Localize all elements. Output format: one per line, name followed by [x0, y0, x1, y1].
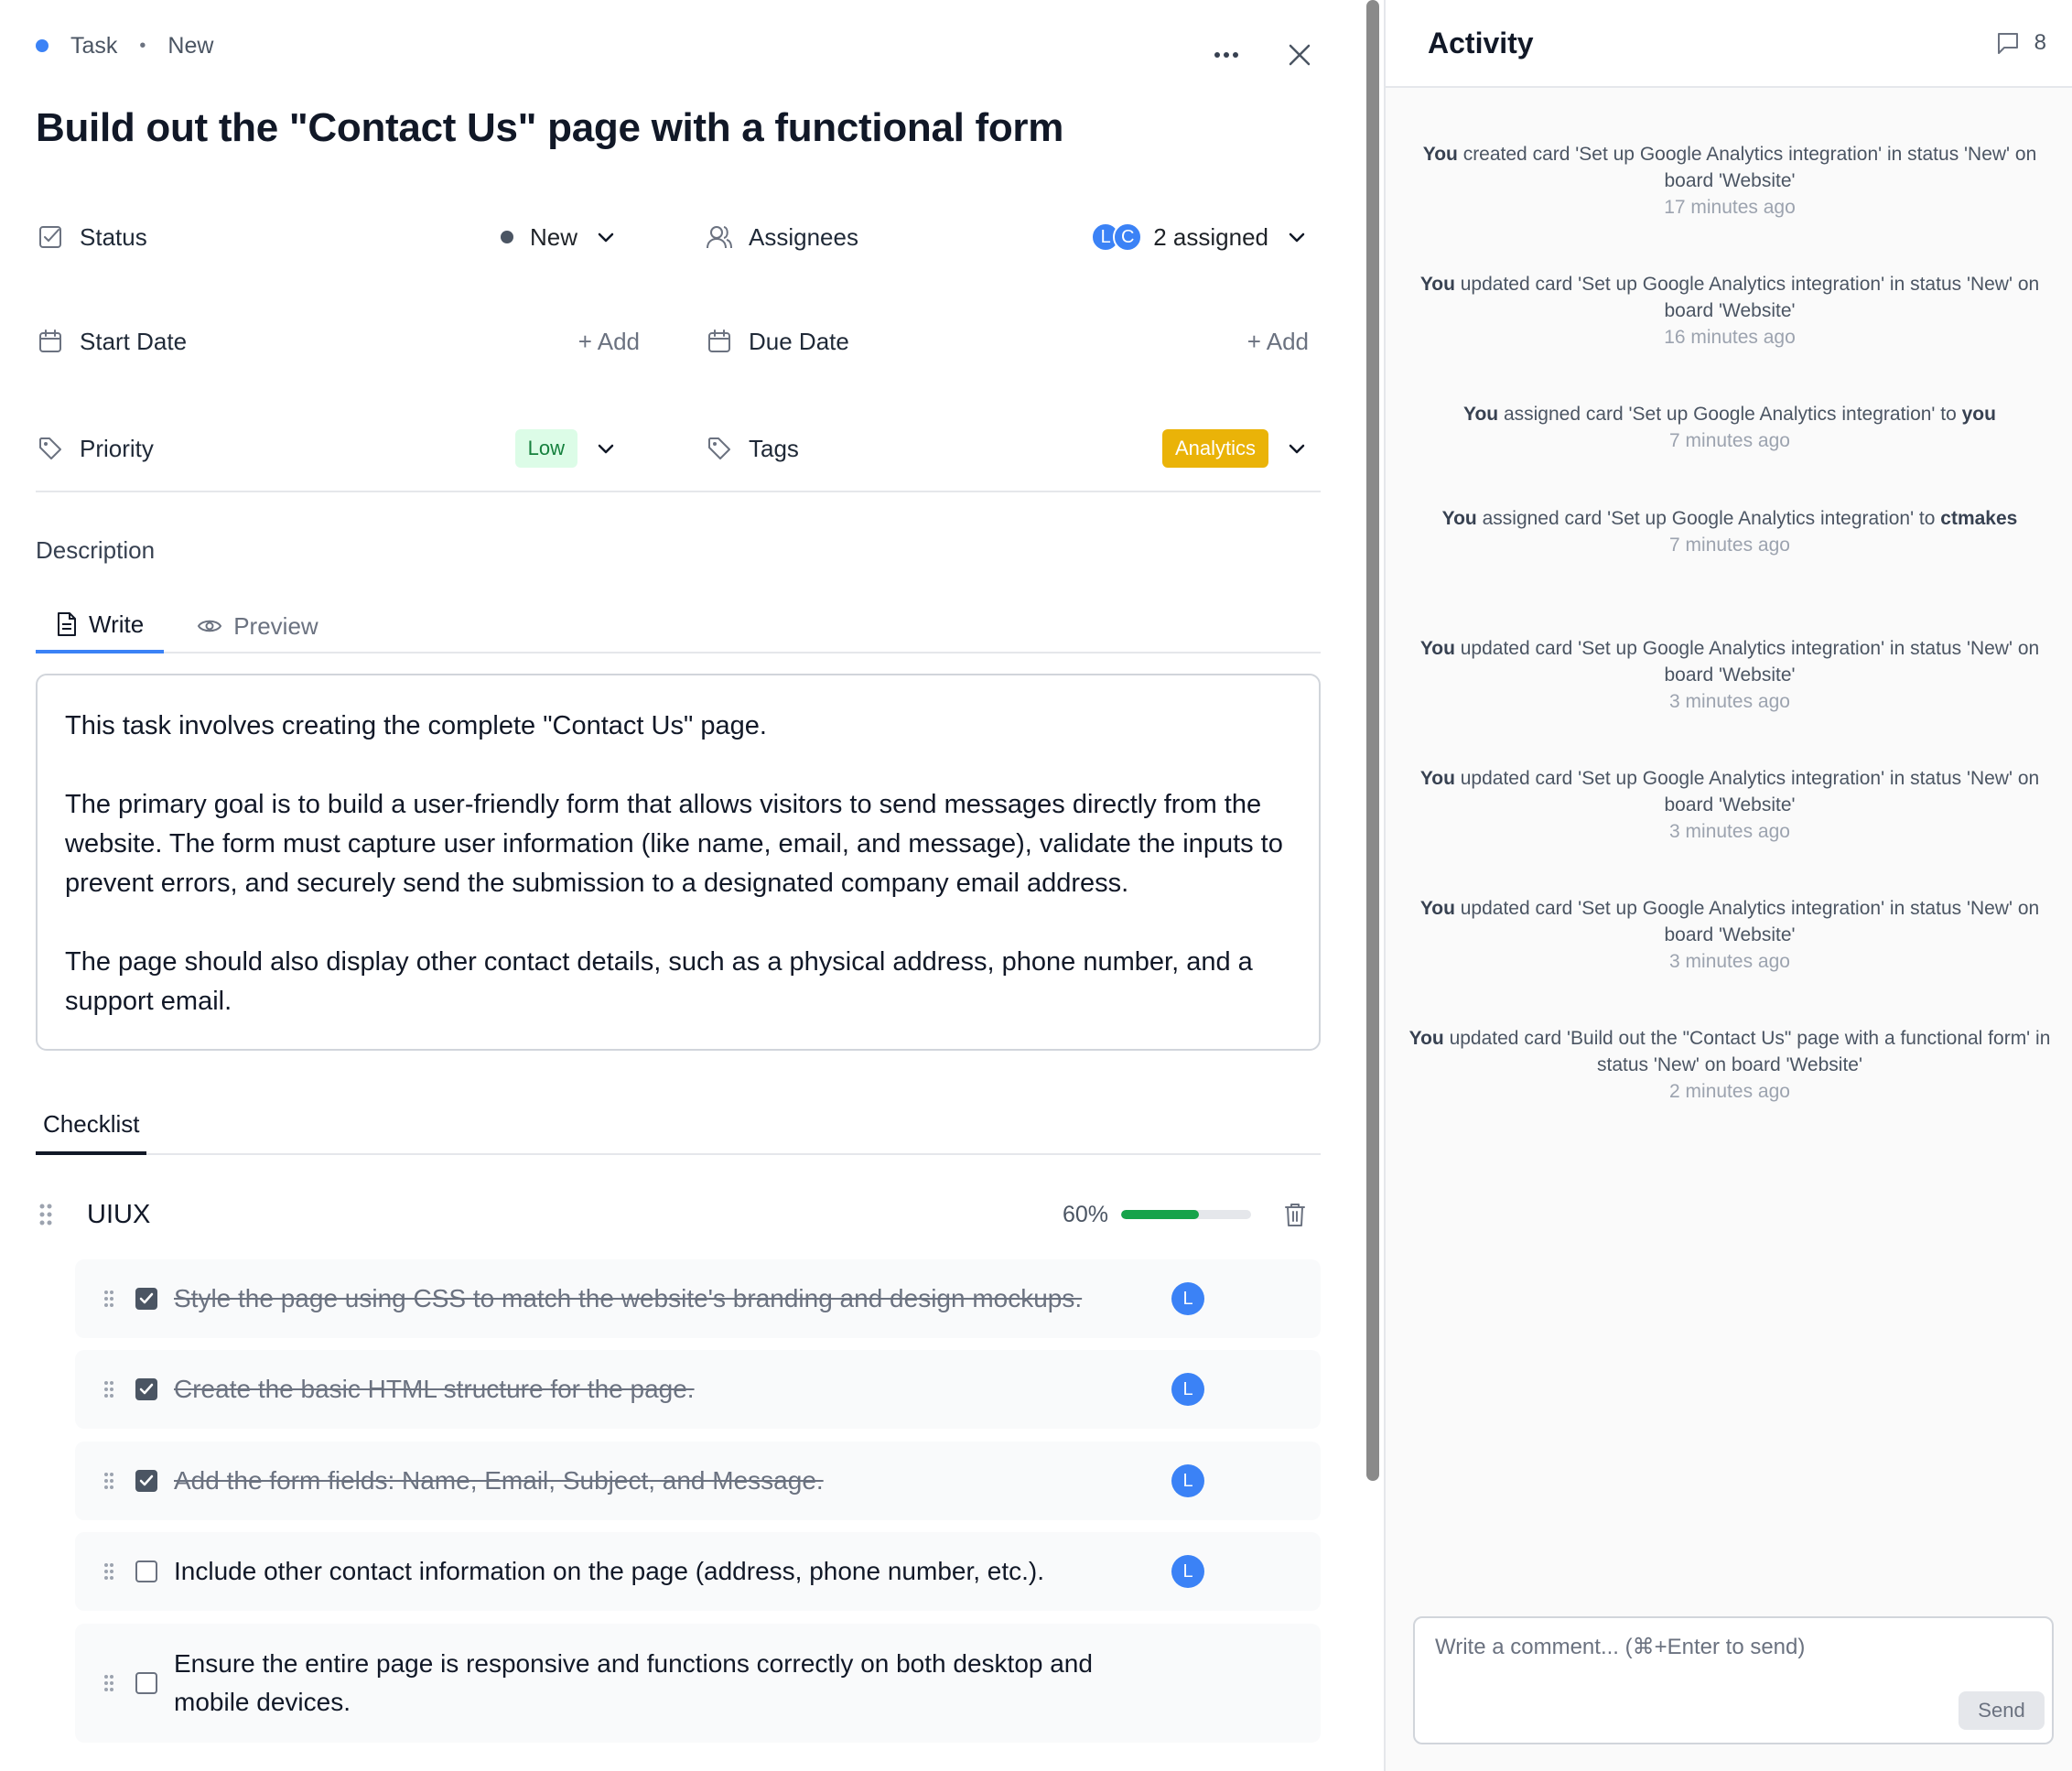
header-actions — [1208, 37, 1318, 73]
activity-time: 7 minutes ago — [1669, 430, 1790, 451]
description-paragraph: The primary goal is to build a user-friendly form that allows visitors to send messages directly from the website. The form must capture user information (like name, email, and message), validate the inputs to prevent errors, and securely send the submission to a designated company email address. — [65, 790, 1283, 898]
tab-checklist[interactable]: Checklist — [36, 1096, 146, 1155]
checklist-checkbox[interactable] — [135, 1288, 157, 1310]
activity-actor: You — [1422, 144, 1458, 165]
task-type-dot — [36, 39, 49, 52]
grip-icon[interactable] — [103, 1673, 115, 1693]
progress-bar — [1121, 1210, 1251, 1219]
checkmark-icon — [139, 1382, 154, 1397]
activity-time: 16 minutes ago — [1664, 327, 1796, 348]
priority-label: Priority — [80, 434, 154, 462]
activity-entry — [1404, 271, 2056, 351]
avatar[interactable]: L — [1171, 1373, 1204, 1406]
activity-text — [1404, 505, 2056, 532]
checklist-checkbox[interactable] — [135, 1378, 157, 1400]
activity-entry — [1404, 401, 2056, 454]
activity-actor: You — [1463, 404, 1499, 425]
activity-time: 17 minutes ago — [1664, 197, 1796, 218]
assignees-label: Assignees — [749, 222, 858, 251]
delete-group-button[interactable] — [1277, 1196, 1313, 1233]
checklist-item — [75, 1442, 1321, 1520]
activity-time: 3 minutes ago — [1669, 951, 1790, 972]
checklist-checkbox[interactable] — [135, 1470, 157, 1492]
tab-write[interactable] — [36, 599, 164, 653]
activity-actor: You — [1419, 638, 1455, 659]
description-label: Description — [36, 536, 156, 564]
checklist-item-text[interactable]: Include other contact information on the page (address, phone number, etc.). — [174, 1557, 1045, 1585]
activity-text — [1404, 1025, 2056, 1078]
activity-time: 7 minutes ago — [1669, 535, 1790, 556]
scrollbar-thumb[interactable] — [1366, 0, 1379, 1481]
checklist-item — [75, 1532, 1321, 1611]
breadcrumb — [36, 29, 213, 62]
activity-actor: You — [1441, 508, 1477, 529]
avatar: C — [1113, 222, 1142, 252]
comment-input[interactable] — [1435, 1635, 2021, 1660]
activity-description: updated card 'Set up Google Analytics integration' in status 'New' on board 'Website' — [1454, 638, 2040, 686]
activity-actor: You — [1419, 274, 1455, 295]
description-editor[interactable] — [36, 674, 1321, 1051]
activity-entry — [1404, 141, 2056, 221]
activity-description: updated card 'Set up Google Analytics integration' in status 'New' on board 'Website' — [1454, 768, 2040, 815]
checklist-group-title[interactable]: UIUX — [87, 1199, 151, 1229]
calendar-icon — [705, 327, 734, 356]
chevron-down-icon — [1285, 225, 1309, 249]
checklist-item-text[interactable]: Style the page using CSS to match the website's branding and design mockups. — [174, 1284, 1083, 1312]
activity-description: updated card 'Set up Google Analytics integration' in status 'New' on board 'Website' — [1454, 274, 2040, 321]
status-field — [36, 210, 640, 265]
activity-entry — [1404, 765, 2056, 845]
activity-text — [1404, 271, 2056, 324]
priority-field — [36, 421, 640, 476]
priority-dropdown[interactable] — [515, 429, 618, 468]
activity-actor: You — [1419, 898, 1455, 919]
status-dot — [501, 231, 513, 243]
activity-description: updated card 'Build out the "Contact Us" page with a functional form' in status 'New' on board 'Website' — [1443, 1028, 2051, 1075]
checklist-item — [75, 1624, 1321, 1743]
due-date-add[interactable]: + Add — [1246, 327, 1309, 355]
activity-entry — [1404, 1025, 2056, 1105]
activity-description: assigned card 'Set up Google Analytics integration' to — [1476, 508, 1941, 529]
activity-time: 2 minutes ago — [1669, 1081, 1790, 1102]
activity-entry — [1404, 895, 2056, 975]
checklist-group-header — [36, 1190, 1321, 1239]
description-paragraph: This task involves creating the complete "Contact Us" page. — [65, 711, 767, 740]
assignees-field — [705, 210, 1309, 265]
comment-composer — [1413, 1616, 2054, 1744]
checkmark-icon — [139, 1291, 154, 1306]
activity-actor: You — [1419, 768, 1455, 789]
due-date-field — [705, 314, 1309, 369]
avatar[interactable]: L — [1171, 1464, 1204, 1497]
avatar[interactable]: L — [1171, 1555, 1204, 1588]
tags-label: Tags — [749, 434, 799, 462]
chevron-down-icon — [594, 225, 618, 249]
activity-header — [1386, 0, 2072, 88]
breadcrumb-status: New — [167, 32, 214, 59]
fields-divider — [36, 491, 1321, 492]
more-icon — [1214, 51, 1239, 59]
activity-target: ctmakes — [1940, 508, 2018, 529]
calendar-icon — [36, 327, 65, 356]
activity-time: 3 minutes ago — [1669, 821, 1790, 842]
assignees-value: 2 assigned — [1153, 222, 1268, 251]
tab-preview[interactable] — [177, 599, 338, 653]
users-icon — [705, 222, 734, 252]
activity-description: created card 'Set up Google Analytics integration' in status 'New' on board 'Website' — [1457, 144, 2037, 191]
tag-badge: Analytics — [1162, 429, 1268, 468]
activity-target: you — [1961, 404, 1996, 425]
grip-icon[interactable] — [103, 1561, 115, 1582]
progress-bar-fill — [1121, 1210, 1199, 1219]
priority-badge: Low — [515, 429, 577, 468]
activity-panel — [1384, 0, 2072, 1771]
activity-description: updated card 'Set up Google Analytics integration' in status 'New' on board 'Website' — [1454, 898, 2040, 945]
close-icon — [1288, 43, 1311, 67]
checklist-checkbox[interactable] — [135, 1560, 157, 1582]
comment-count-value: 8 — [2034, 30, 2046, 55]
document-icon — [56, 611, 78, 637]
comment-icon — [1996, 31, 2020, 55]
trash-icon — [1284, 1202, 1306, 1227]
activity-title: Activity — [1428, 26, 1534, 59]
description-paragraph: The page should also display other contact details, such as a physical address, phone number, and a support email. — [65, 947, 1253, 1016]
start-date-add[interactable]: + Add — [577, 327, 640, 355]
close-button[interactable] — [1281, 37, 1318, 73]
status-label: Status — [80, 222, 147, 251]
checkmark-icon — [139, 1474, 154, 1488]
chevron-down-icon — [1285, 437, 1309, 460]
status-dropdown[interactable] — [501, 223, 618, 252]
assignees-dropdown[interactable] — [1091, 222, 1309, 252]
start-date-field — [36, 314, 640, 369]
start-date-label: Start Date — [80, 327, 188, 355]
checklist-checkbox[interactable] — [135, 1672, 157, 1694]
checklist-item-text[interactable]: Ensure the entire page is responsive and functions correctly on both desktop and mobile devices. — [174, 1649, 1093, 1716]
tags-dropdown[interactable] — [1162, 429, 1309, 468]
activity-text — [1404, 635, 2056, 688]
due-date-label: Due Date — [749, 327, 849, 355]
description-tabs — [36, 599, 1321, 653]
comment-count[interactable] — [1996, 30, 2046, 56]
checklist-item-text[interactable]: Add the form fields: Name, Email, Subject, and Message. — [174, 1466, 824, 1495]
send-button[interactable]: Send — [1959, 1691, 2045, 1730]
status-value: New — [529, 222, 577, 251]
more-button[interactable] — [1208, 37, 1245, 73]
grip-icon[interactable] — [103, 1289, 115, 1309]
tab-preview-label: Preview — [233, 611, 318, 640]
activity-actor: You — [1408, 1028, 1444, 1049]
task-title[interactable]: Build out the "Contact Us" page with a functional form — [36, 105, 1064, 150]
activity-description: assigned card 'Set up Google Analytics integration' to — [1498, 404, 1962, 425]
checklist-item — [75, 1259, 1321, 1338]
activity-text — [1404, 401, 2056, 427]
tags-field — [705, 421, 1309, 476]
breadcrumb-separator: • — [139, 35, 146, 56]
avatar: L — [1091, 222, 1120, 252]
avatar[interactable]: L — [1171, 1282, 1204, 1315]
checklist-tabs — [36, 1096, 1321, 1155]
tab-write-label: Write — [89, 610, 145, 638]
activity-text — [1404, 765, 2056, 818]
checklist-progress — [1063, 1196, 1313, 1233]
eye-icon — [197, 617, 222, 635]
assignee-avatars — [1091, 222, 1142, 252]
activity-text — [1404, 141, 2056, 194]
grip-icon[interactable] — [103, 1471, 115, 1491]
progress-percent: 60% — [1062, 1201, 1108, 1227]
activity-entry — [1404, 635, 2056, 715]
status-check-icon — [36, 222, 65, 252]
tag-icon — [705, 434, 734, 463]
grip-icon[interactable] — [36, 1201, 56, 1228]
activity-entry — [1404, 505, 2056, 558]
activity-time: 3 minutes ago — [1669, 691, 1790, 712]
chevron-down-icon — [594, 437, 618, 460]
activity-text — [1404, 895, 2056, 948]
checklist-item — [75, 1350, 1321, 1429]
grip-icon[interactable] — [103, 1379, 115, 1399]
breadcrumb-type: Task — [70, 32, 118, 59]
tag-icon — [36, 434, 65, 463]
checklist-item-text[interactable]: Create the basic HTML structure for the page. — [174, 1375, 695, 1403]
